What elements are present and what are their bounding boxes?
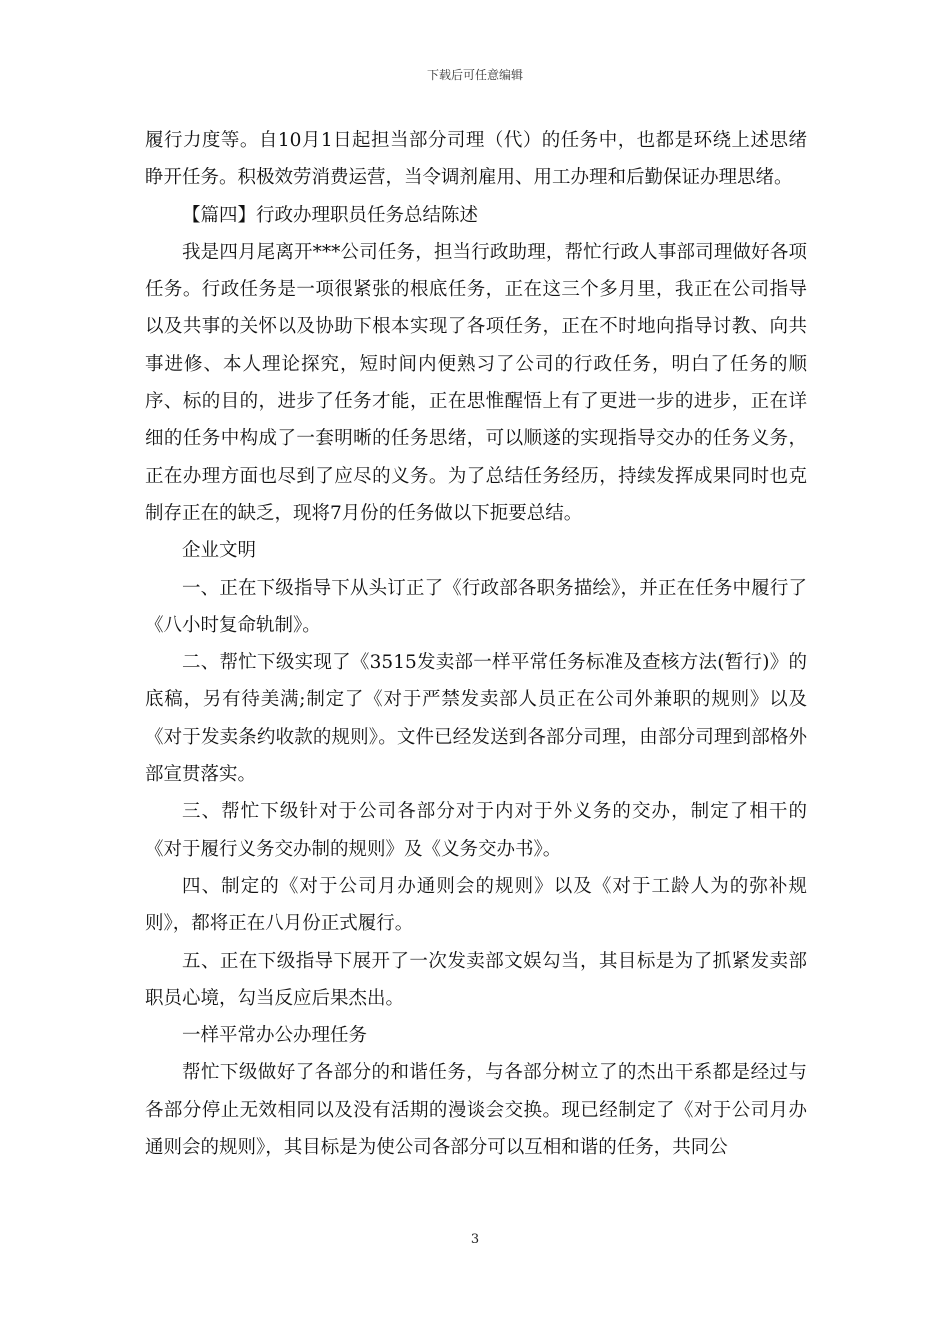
paragraph-continuation: 履行力度等。自10月1日起担当部分司理（代）的任务中，也都是环绕上述思绪睁开任务。积极效劳消费运营，当令调剂雇用、用工办理和后勤保证办理思绪。 [145,130,807,189]
subheading-corporate-culture: 企业文明 [182,540,257,562]
paragraph-intro: 我是四月尾离开***公司任务，担当行政助理，帮忙行政人事部司理做好各项任务。行政任务是一项很紧张的根底任务，正在这三个多月里，我正在公司指导以及共事的关怀以及协助下根本实现了各项任务，正在不时地向指导讨教、向共事进修、本人理论探究，短时间内便熟习了公司的行政任务，明白了任务的顺序、标的目的，进步了任务才能，正在思惟醒悟上有了更进一步的进步，正在详细的任务中构成了一套明晰的任务思绪，可以顺遂的实现指导交办的任务义务，正在办理方面也尽到了应尽的义务。为了总结任务经历，持续发挥成果同时也克制存正在的缺乏，现将7月份的任务做以下扼要总结。 [145,241,807,524]
paragraph-item-2: 二、帮忙下级实现了《3515发卖部一样平常任务标准及查核方法(暂行)》的底稿，另有待美满;制定了《对于严禁发卖部人员正在公司外兼职的规则》以及《对于发卖条约收款的规则》。文件已经发送到各部分司理，由部分司理到部格外部宣贯落实。 [145,652,807,786]
paragraph-office-work: 帮忙下级做好了各部分的和谐任务，与各部分树立了的杰出干系都是经过与各部分停止无效相同以及没有活期的漫谈会交换。现已经制定了《对于公司月办通则会的规则》，其目标是为使公司各部分可以互相和谐的任务，共同公 [145,1062,807,1159]
paragraph-item-4: 四、制定的《对于公司月办通则会的规则》以及《对于工龄人为的弥补规则》，都将正在八月份正式履行。 [145,875,807,935]
page-header: 下载后可任意编辑 [426,68,523,82]
paragraph-item-5: 五、正在下级指导下展开了一次发卖部文娱勾当，其目标是为了抓紧发卖部职员心境，勾当反应后果杰出。 [145,950,807,1009]
page-number: 3 [470,1232,480,1247]
paragraph-item-1: 一、正在下级指导下从头订正了《行政部各职务描绘》，并正在任务中履行了《八小时复命轨制》。 [145,577,807,636]
paragraph-item-3: 三、帮忙下级针对于公司各部分对于内对于外义务的交办，制定了相干的《对于履行义务交办制的规则》及《义务交办书》。 [145,801,807,860]
section-heading: 【篇四】行政办理职员任务总结陈述 [182,204,479,226]
subheading-office-management: 一样平常办公办理任务 [182,1025,368,1047]
document-body [145,122,807,1166]
